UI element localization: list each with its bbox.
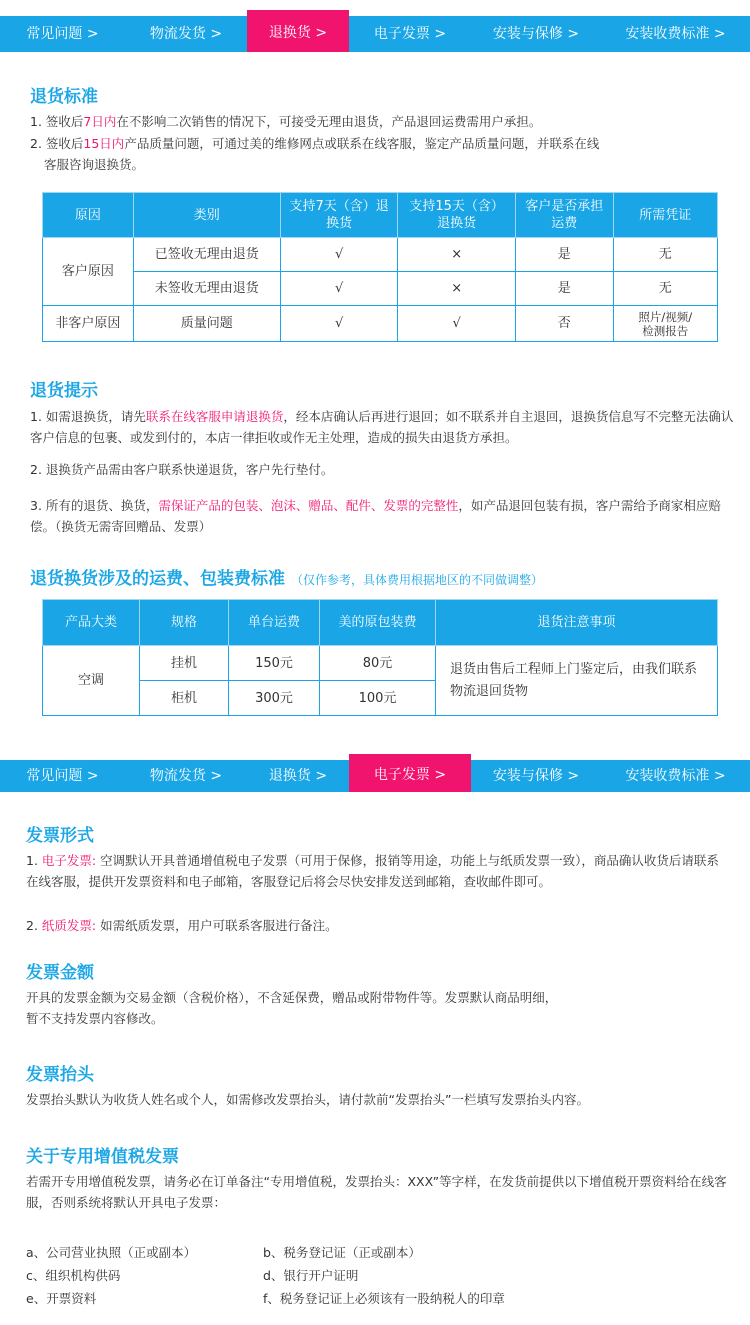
nav-bar-top [0,16,750,52]
list-item: d、银行开户证明 [263,1268,359,1283]
returns-table-header: 类别 [133,193,280,238]
nav-item-install-fees[interactable]: 安装收费标准 > [625,26,726,42]
vat-invoice-title: 关于专用增值税发票 [26,1147,179,1167]
fees-table-header: 单台运费 [229,600,320,646]
invoice-header-title: 发票抬头 [26,1065,94,1085]
nav-item-install-fees[interactable]: 安装收费标准 > [625,768,726,784]
table-row [43,238,718,272]
reason-cell: 非客户原因 [43,306,134,342]
returns-table [42,192,718,342]
table-row [43,272,718,306]
nav-item-shipping[interactable]: 物流发货 > [149,26,223,42]
invoice-form-item-2: 2. 纸质发票: 如需纸质发票，用户可联系客服进行备注。 [26,918,338,933]
list-item: a、公司营业执照（正或副本） [26,1245,197,1260]
nav-item-faq[interactable]: 常见问题 > [26,26,99,42]
proof-cell: 照片/视频/检测报告 [613,306,717,342]
nav-item-install-warranty[interactable]: 安装与保修 > [492,26,580,42]
fees-subtitle: （仅作参考，具体费用根据地区的不同做调整） [291,573,544,587]
returns-standard-line1: 1. 签收后7日内在不影响二次销售的情况下，可接受无理由退货，产品退回运费需用户承担。 [30,114,542,129]
returns-standard-line2: 2. 签收后15日内产品质量问题，可通过美的维修网点或联系在线客服，鉴定产品质量问题，并联系在线 客服咨询退换货。 [30,136,600,172]
return-note-cell: 退货由售后工程师上门鉴定后，由我们联系物流退回货物 [436,646,718,716]
list-item: e、开票资料 [26,1291,97,1306]
fees-table [42,599,718,716]
vat-invoice-text: 若需开专用增值税发票，请务必在订单备注“专用增值税，发票抬头：XXX”等字样，在发货前提供以下增值税开票资料给在线客服，否则系统将默认开具电子发票： [26,1174,727,1210]
list-item: b、税务登记证（正或副本） [263,1245,421,1260]
vat-docs-right-list [263,1241,733,1310]
returns-standard-title: 退货标准 [30,87,98,107]
fees-table-header: 美的原包装费 [320,600,436,646]
table-row [43,306,718,342]
reason-cell: 客户原因 [43,238,134,306]
return-tip-3: 3. 所有的退货、换货，需保证产品的包装、泡沫、赠品、配件、发票的完整性，如产品退回包装有损，客户需给予商家相应赔偿。（换货无需寄回赠品、发票） [30,498,721,534]
proof-cell: 无 [613,272,717,306]
freight-cell: 150元 [229,646,320,681]
fees-table-header: 产品大类 [43,600,140,646]
nav-item-install-warranty[interactable]: 安装与保修 > [492,768,580,784]
packaging-cell: 100元 [320,681,436,716]
support-15d-cell: √ [398,306,516,342]
invoice-amount-title: 发票金额 [26,963,94,983]
returns-table-header: 支持7天（含）退换货 [280,193,398,238]
list-item: c、组织机构供码 [26,1268,121,1283]
invoice-form-item-1: 1. 电子发票: 空调默认开具普通增值税电子发票（可用于保修，报销等用途，功能上与纸质发票一致），商品确认收货后请联系在线客服，提供开发票资料和电子邮箱，客服登记后将会尽快安排发送到邮箱，查收邮件即可。 [26,853,719,889]
returns-table-header: 支持15天（含）退换货 [398,193,516,238]
fees-table-header: 规格 [140,600,229,646]
freight-cell: 否 [515,306,613,342]
proof-cell: 无 [613,238,717,272]
spec-cell: 柜机 [140,681,229,716]
return-tip-2: 2. 退换货产品需由客户联系快递退货，客户先行垫付。 [30,462,334,477]
invoice-header-text: 发票抬头默认为收货人姓名或个人，如需修改发票抬头，请付款前“发票抬头”一栏填写发票抬头内容。 [26,1092,589,1107]
invoice-amount-text: 开具的发票金额为交易金额（含税价格），不含延保费，赠品或附带物件等。发票默认商品明细， 暂不支持发票内容修改。 [26,990,558,1026]
invoice-form-title: 发票形式 [26,826,94,846]
return-tips-title: 退货提示 [30,381,98,401]
list-item: f、税务登记证上必须该有一股纳税人的印章 [263,1291,505,1306]
vat-docs-left-list [26,1241,256,1310]
category-cell: 已签收无理由退货 [133,238,280,272]
freight-cell: 是 [515,238,613,272]
fees-table-header: 退货注意事项 [436,600,718,646]
packaging-cell: 80元 [320,646,436,681]
nav-item-faq[interactable]: 常见问题 > [26,768,99,784]
support-15d-cell: × [398,238,516,272]
nav-item-e-invoice[interactable]: 电子发票 > [349,754,471,792]
returns-table-header: 客户是否承担运费 [515,193,613,238]
support-15d-cell: × [398,272,516,306]
nav-item-e-invoice[interactable]: 电子发票 > [373,26,447,42]
product-category-cell: 空调 [43,646,140,716]
returns-table-header: 原因 [43,193,134,238]
support-7d-cell: √ [280,238,398,272]
nav-item-returns[interactable]: 退换货 > [268,768,328,784]
return-tip-1: 1. 如需退换货，请先联系在线客服申请退换货，经本店确认后再进行退回；如不联系并自主退回，退换货信息写不完整无法确认客户信息的包裹、或发到付的，本店一律拒收或作无主处理，造成的损失由退货方承担。 [30,409,734,445]
nav-item-returns[interactable]: 退换货 > [247,10,349,52]
category-cell: 未签收无理由退货 [133,272,280,306]
returns-table-header: 所需凭证 [613,193,717,238]
table-row [43,646,718,681]
fees-title: 退货换货涉及的运费、包装费标准 （仅作参考，具体费用根据地区的不同做调整） [30,569,544,589]
nav-item-shipping[interactable]: 物流发货 > [149,768,223,784]
nav-bar-invoice [0,760,750,792]
freight-cell: 是 [515,272,613,306]
support-7d-cell: √ [280,272,398,306]
support-7d-cell: √ [280,306,398,342]
freight-cell: 300元 [229,681,320,716]
spec-cell: 挂机 [140,646,229,681]
category-cell: 质量问题 [133,306,280,342]
